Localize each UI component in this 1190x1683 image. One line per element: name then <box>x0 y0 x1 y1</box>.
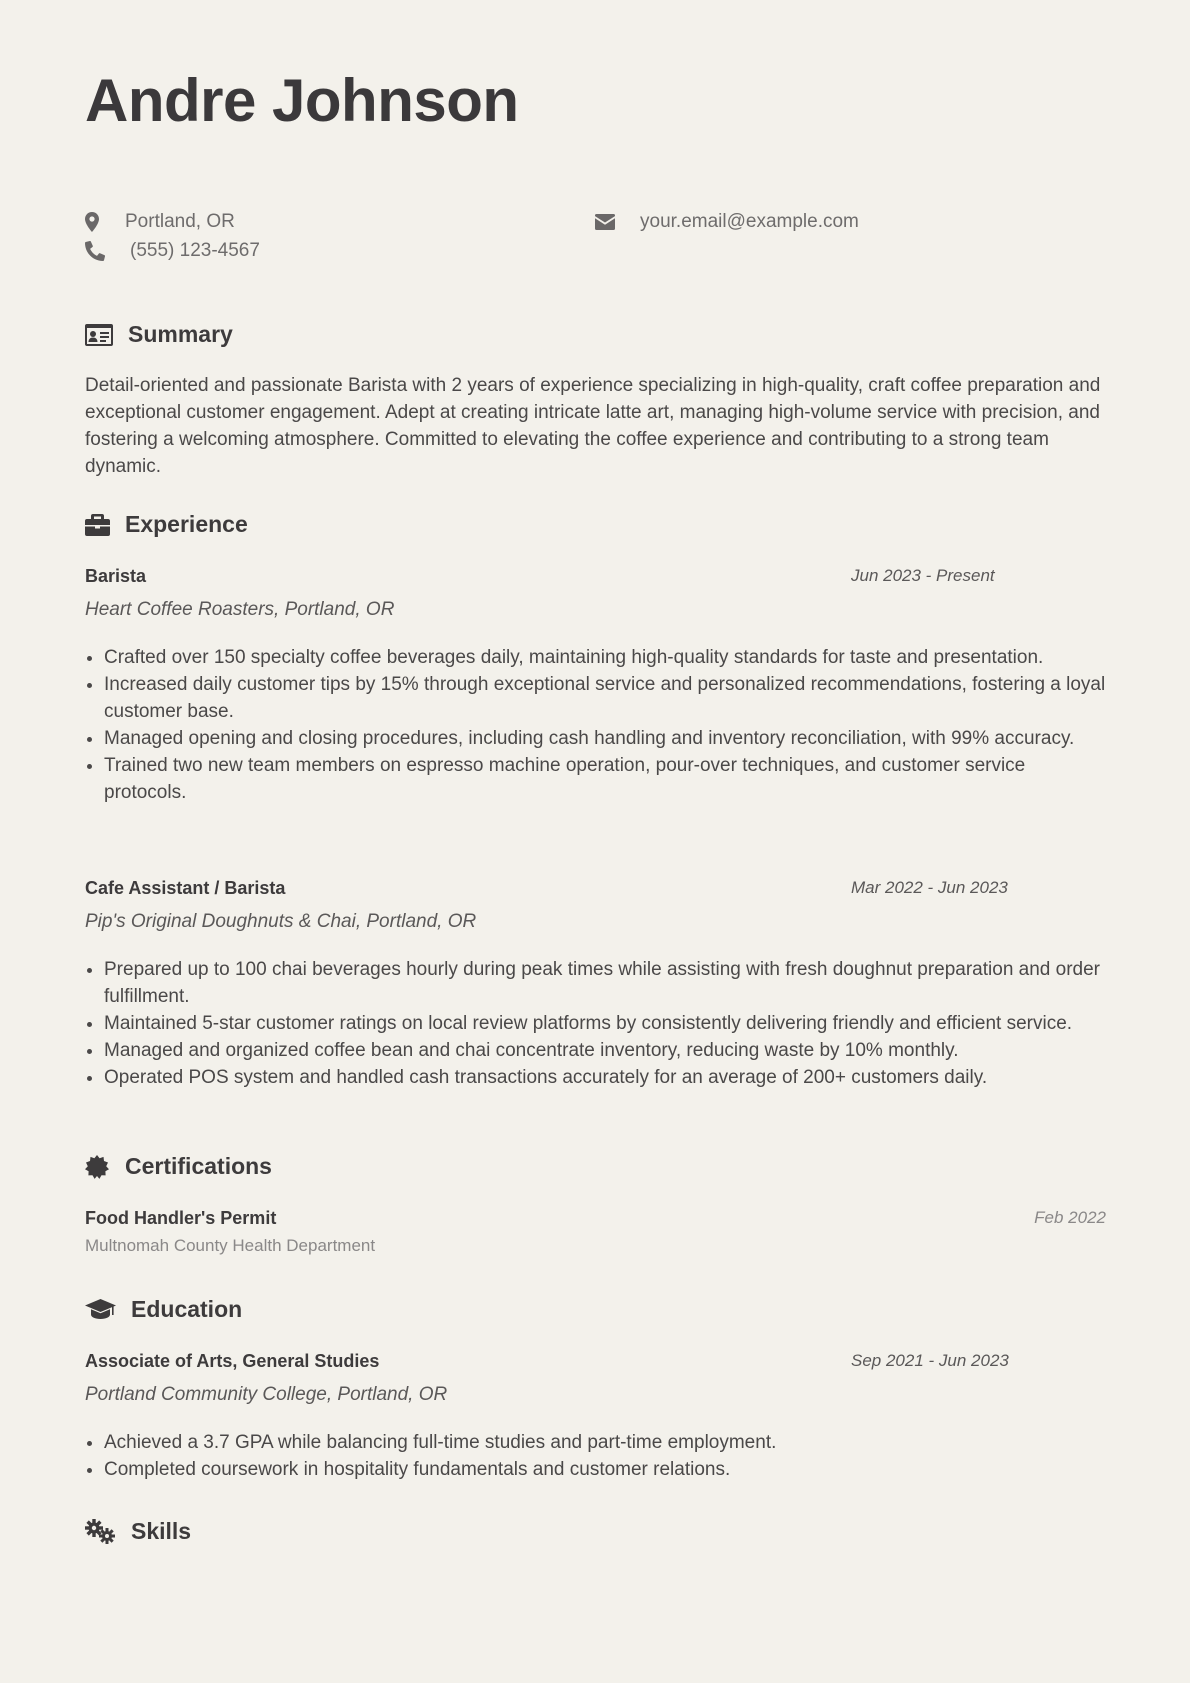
job-dates: Jun 2023 - Present <box>851 566 995 585</box>
graduation-cap-icon <box>85 1299 131 1321</box>
list-item: Crafted over 150 specialty coffee beverages daily, maintaining high-quality standards for taste and presentation. <box>85 644 1110 671</box>
school-name: Portland Community College, Portland, OR <box>85 1384 448 1405</box>
cert-name: Food Handler's Permit <box>85 1208 277 1228</box>
job-dates: Mar 2022 - Jun 2023 <box>851 878 1008 897</box>
list-item: Trained two new team members on espresso machine operation, pour-over techniques, and customer service protocols. <box>85 752 1110 806</box>
envelope-icon <box>595 214 640 230</box>
summary-heading-text: Summary <box>128 321 233 347</box>
list-item: Completed coursework in hospitality fundamentals and customer relations. <box>85 1456 1110 1483</box>
list-item: Operated POS system and handled cash transactions accurately for an average of 200+ customers daily. <box>85 1064 1110 1091</box>
job-title: Barista <box>85 566 147 586</box>
email-text[interactable]: your.email@example.com <box>640 211 859 232</box>
cert-issuer: Multnomah County Health Department <box>85 1236 376 1255</box>
briefcase-icon <box>85 514 125 536</box>
contact-email <box>595 211 859 233</box>
summary-heading <box>85 321 233 348</box>
gears-icon <box>85 1519 131 1545</box>
education-heading <box>85 1296 242 1323</box>
phone-icon <box>85 241 130 261</box>
certifications-heading-text: Certifications <box>125 1153 272 1179</box>
id-card-icon <box>85 324 128 346</box>
education-bullets <box>85 1429 1110 1483</box>
education-dates: Sep 2021 - Jun 2023 <box>851 1351 1009 1370</box>
job-employer: Heart Coffee Roasters, Portland, OR <box>85 599 395 620</box>
list-item: Maintained 5-star customer ratings on local review platforms by consistently delivering friendly and efficient service. <box>85 1010 1110 1037</box>
job-employer: Pip's Original Doughnuts & Chai, Portland, OR <box>85 911 477 932</box>
degree-title: Associate of Arts, General Studies <box>85 1351 380 1371</box>
list-item: Managed opening and closing procedures, including cash handling and inventory reconciliation, with 99% accuracy. <box>85 725 1110 752</box>
list-item: Managed and organized coffee bean and chai concentrate inventory, reducing waste by 10% monthly. <box>85 1037 1110 1064</box>
contact-location <box>85 211 235 233</box>
list-item: Prepared up to 100 chai beverages hourly during peak times while assisting with fresh doughnut preparation and order fulfillment. <box>85 956 1110 1010</box>
job-bullets <box>85 644 1110 806</box>
summary-text: Detail-oriented and passionate Barista with 2 years of experience specializing in high-quality, craft coffee preparation and exceptional customer engagement. Adept at creating intricate latte art, managing high-volume service with precision, and fostering a welcoming atmosphere. Committed to elevating the coffee experience and contributing to a strong team dynamic. <box>85 375 1101 477</box>
education-heading-text: Education <box>131 1296 243 1322</box>
skills-heading <box>85 1518 191 1545</box>
certifications-heading <box>85 1153 272 1180</box>
phone-text: (555) 123-4567 <box>130 240 260 261</box>
certificate-icon <box>85 1155 125 1179</box>
contact-phone <box>85 240 260 262</box>
skills-heading-text: Skills <box>131 1518 192 1544</box>
candidate-name: Andre Johnson <box>85 67 519 134</box>
map-marker-icon <box>85 212 125 232</box>
list-item: Achieved a 3.7 GPA while balancing full-time studies and part-time employment. <box>85 1429 1110 1456</box>
experience-heading-text: Experience <box>125 511 248 537</box>
job-title: Cafe Assistant / Barista <box>85 878 286 898</box>
cert-date: Feb 2022 <box>1034 1208 1106 1227</box>
location-text: Portland, OR <box>125 211 235 232</box>
job-bullets <box>85 956 1110 1091</box>
list-item: Increased daily customer tips by 15% through exceptional service and personalized recommendations, fostering a loyal customer base. <box>85 671 1110 725</box>
experience-heading <box>85 511 248 538</box>
